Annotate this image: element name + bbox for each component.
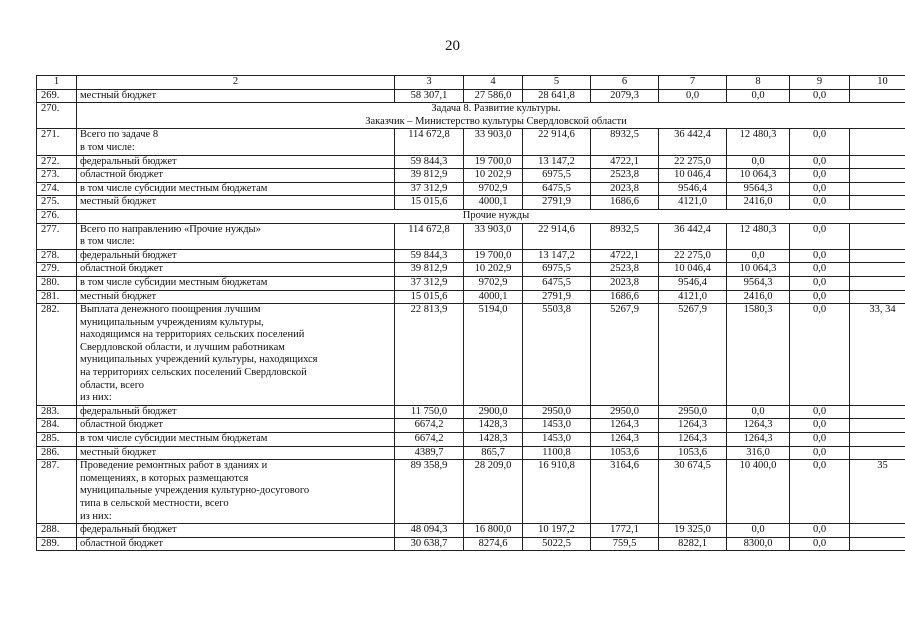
row-name bbox=[77, 223, 395, 249]
value-cell: 4000,1 bbox=[464, 196, 523, 210]
row-number: 283. bbox=[37, 405, 77, 419]
value-cell: 5194,0 bbox=[464, 304, 523, 406]
value-cell: 0,0 bbox=[727, 524, 790, 538]
value-cell: 10 046,4 bbox=[659, 263, 727, 277]
row-name bbox=[77, 460, 395, 524]
table-row bbox=[37, 537, 905, 551]
row-name: местный бюджет bbox=[77, 290, 395, 304]
value-cell: 1686,6 bbox=[591, 290, 659, 304]
row-name-line: области, всего bbox=[80, 379, 144, 391]
reference-cell: 33, 34 bbox=[850, 304, 905, 406]
value-cell: 2023,8 bbox=[591, 182, 659, 196]
value-cell: 8932,5 bbox=[591, 223, 659, 249]
reference-cell: 35 bbox=[850, 460, 905, 524]
value-cell: 13 147,2 bbox=[523, 155, 591, 169]
row-name-line: муниципальных учреждений культуры, находящихся bbox=[80, 354, 318, 366]
row-name: в том числе субсидии местным бюджетам bbox=[77, 276, 395, 290]
value-cell: 0,0 bbox=[790, 129, 850, 155]
row-name-line: на территориях сельских поселений Свердловской bbox=[80, 367, 307, 379]
value-cell: 37 312,9 bbox=[395, 276, 464, 290]
table-row bbox=[37, 290, 905, 304]
value-cell: 316,0 bbox=[727, 446, 790, 460]
value-cell: 0,0 bbox=[790, 196, 850, 210]
value-cell: 59 844,3 bbox=[395, 249, 464, 263]
row-number: 287. bbox=[37, 460, 77, 524]
row-number: 269. bbox=[37, 89, 77, 103]
value-cell: 0,0 bbox=[790, 433, 850, 447]
value-cell: 1264,3 bbox=[727, 433, 790, 447]
value-cell: 0,0 bbox=[790, 263, 850, 277]
header-cell: 1 bbox=[37, 76, 77, 90]
reference-cell bbox=[850, 537, 905, 551]
table-row bbox=[37, 223, 905, 249]
section-title bbox=[77, 103, 905, 129]
value-cell: 15 015,6 bbox=[395, 290, 464, 304]
value-cell: 16 800,0 bbox=[464, 524, 523, 538]
value-cell: 48 094,3 bbox=[395, 524, 464, 538]
value-cell: 89 358,9 bbox=[395, 460, 464, 524]
row-number: 275. bbox=[37, 196, 77, 210]
value-cell: 22 914,6 bbox=[523, 129, 591, 155]
row-number: 281. bbox=[37, 290, 77, 304]
value-cell: 36 442,4 bbox=[659, 223, 727, 249]
value-cell: 12 480,3 bbox=[727, 129, 790, 155]
row-name-line: в том числе: bbox=[80, 236, 135, 248]
value-cell: 2523,8 bbox=[591, 263, 659, 277]
row-number: 280. bbox=[37, 276, 77, 290]
row-name: федеральный бюджет bbox=[77, 249, 395, 263]
reference-cell bbox=[850, 249, 905, 263]
row-number: 271. bbox=[37, 129, 77, 155]
row-name-line: из них: bbox=[80, 510, 112, 522]
value-cell: 10 400,0 bbox=[727, 460, 790, 524]
header-cell: 8 bbox=[727, 76, 790, 90]
row-number: 279. bbox=[37, 263, 77, 277]
section-row bbox=[37, 209, 905, 223]
value-cell: 114 672,8 bbox=[395, 223, 464, 249]
reference-cell bbox=[850, 276, 905, 290]
value-cell: 0,0 bbox=[790, 537, 850, 551]
value-cell: 1053,6 bbox=[591, 446, 659, 460]
reference-cell bbox=[850, 129, 905, 155]
row-name-line: в том числе: bbox=[80, 141, 135, 153]
header-cell: 3 bbox=[395, 76, 464, 90]
value-cell: 11 750,0 bbox=[395, 405, 464, 419]
value-cell: 2900,0 bbox=[464, 405, 523, 419]
value-cell: 10 197,2 bbox=[523, 524, 591, 538]
value-cell: 39 812,9 bbox=[395, 263, 464, 277]
value-cell: 6975,5 bbox=[523, 263, 591, 277]
value-cell: 114 672,8 bbox=[395, 129, 464, 155]
value-cell: 10 046,4 bbox=[659, 169, 727, 183]
row-number: 285. bbox=[37, 433, 77, 447]
row-name: местный бюджет bbox=[77, 196, 395, 210]
value-cell: 1264,3 bbox=[591, 419, 659, 433]
value-cell: 1453,0 bbox=[523, 433, 591, 447]
value-cell: 1428,3 bbox=[464, 419, 523, 433]
table-row bbox=[37, 196, 905, 210]
reference-cell bbox=[850, 405, 905, 419]
value-cell: 39 812,9 bbox=[395, 169, 464, 183]
value-cell: 1453,0 bbox=[523, 419, 591, 433]
budget-table bbox=[36, 75, 905, 551]
reference-cell bbox=[850, 196, 905, 210]
value-cell: 0,0 bbox=[659, 89, 727, 103]
row-number: 274. bbox=[37, 182, 77, 196]
value-cell: 2523,8 bbox=[591, 169, 659, 183]
row-name: в том числе субсидии местным бюджетам bbox=[77, 433, 395, 447]
value-cell: 12 480,3 bbox=[727, 223, 790, 249]
reference-cell bbox=[850, 433, 905, 447]
section-title-line: Заказчик – Министерство культуры Свердловской области bbox=[365, 115, 627, 127]
value-cell: 22 813,9 bbox=[395, 304, 464, 406]
row-name-line: находящимся на территориях сельских поселений bbox=[80, 329, 305, 341]
value-cell: 5022,5 bbox=[523, 537, 591, 551]
value-cell: 0,0 bbox=[727, 155, 790, 169]
row-name-line: Выплата денежного поощрения лучшим bbox=[80, 304, 261, 316]
row-name: в том числе субсидии местным бюджетам bbox=[77, 182, 395, 196]
row-name-line: муниципальные учреждения культурно-досугового bbox=[80, 485, 310, 497]
value-cell: 5267,9 bbox=[591, 304, 659, 406]
header-row bbox=[37, 76, 905, 90]
section-title-line: Прочие нужды bbox=[462, 209, 530, 221]
row-name bbox=[77, 129, 395, 155]
value-cell: 0,0 bbox=[790, 460, 850, 524]
value-cell: 865,7 bbox=[464, 446, 523, 460]
row-name: областной бюджет bbox=[77, 419, 395, 433]
reference-cell bbox=[850, 155, 905, 169]
value-cell: 0,0 bbox=[727, 89, 790, 103]
table-row bbox=[37, 182, 905, 196]
table-row bbox=[37, 304, 905, 406]
header-cell: 10 bbox=[850, 76, 905, 90]
value-cell: 5503,8 bbox=[523, 304, 591, 406]
value-cell: 3164,6 bbox=[591, 460, 659, 524]
value-cell: 28 641,8 bbox=[523, 89, 591, 103]
row-number: 276. bbox=[37, 209, 77, 223]
reference-cell bbox=[850, 223, 905, 249]
table-row bbox=[37, 419, 905, 433]
value-cell: 0,0 bbox=[790, 419, 850, 433]
row-number: 273. bbox=[37, 169, 77, 183]
value-cell: 22 275,0 bbox=[659, 249, 727, 263]
value-cell: 0,0 bbox=[790, 155, 850, 169]
header-cell: 9 bbox=[790, 76, 850, 90]
value-cell: 9546,4 bbox=[659, 182, 727, 196]
page-number: 20 bbox=[445, 38, 460, 54]
value-cell: 4389,7 bbox=[395, 446, 464, 460]
table-row bbox=[37, 446, 905, 460]
value-cell: 0,0 bbox=[790, 182, 850, 196]
table-body bbox=[37, 76, 905, 551]
value-cell: 1264,3 bbox=[591, 433, 659, 447]
value-cell: 2950,0 bbox=[591, 405, 659, 419]
reference-cell bbox=[850, 89, 905, 103]
value-cell: 37 312,9 bbox=[395, 182, 464, 196]
value-cell: 1580,3 bbox=[727, 304, 790, 406]
value-cell: 6674,2 bbox=[395, 419, 464, 433]
row-name-line: муниципальным учреждениям культуры, bbox=[80, 316, 264, 328]
reference-cell bbox=[850, 182, 905, 196]
reference-cell bbox=[850, 419, 905, 433]
value-cell: 0,0 bbox=[727, 405, 790, 419]
header-cell: 7 bbox=[659, 76, 727, 90]
row-number: 272. bbox=[37, 155, 77, 169]
section-title bbox=[77, 209, 905, 223]
value-cell: 58 307,1 bbox=[395, 89, 464, 103]
value-cell: 9564,3 bbox=[727, 276, 790, 290]
table-row bbox=[37, 263, 905, 277]
value-cell: 8932,5 bbox=[591, 129, 659, 155]
reference-cell bbox=[850, 290, 905, 304]
value-cell: 5267,9 bbox=[659, 304, 727, 406]
value-cell: 2950,0 bbox=[523, 405, 591, 419]
value-cell: 33 903,0 bbox=[464, 129, 523, 155]
value-cell: 0,0 bbox=[790, 290, 850, 304]
value-cell: 2416,0 bbox=[727, 290, 790, 304]
row-name-line: Всего по направлению «Прочие нужды» bbox=[80, 223, 261, 235]
row-number: 270. bbox=[37, 103, 77, 129]
value-cell: 9702,9 bbox=[464, 276, 523, 290]
value-cell: 9564,3 bbox=[727, 182, 790, 196]
section-row bbox=[37, 103, 905, 129]
value-cell: 0,0 bbox=[790, 249, 850, 263]
reference-cell bbox=[850, 446, 905, 460]
value-cell: 16 910,8 bbox=[523, 460, 591, 524]
value-cell: 4000,1 bbox=[464, 290, 523, 304]
value-cell: 33 903,0 bbox=[464, 223, 523, 249]
value-cell: 1264,3 bbox=[659, 419, 727, 433]
value-cell: 10 202,9 bbox=[464, 169, 523, 183]
value-cell: 36 442,4 bbox=[659, 129, 727, 155]
reference-cell bbox=[850, 524, 905, 538]
row-name-line: Всего по задаче 8 bbox=[80, 129, 159, 141]
table-row bbox=[37, 249, 905, 263]
value-cell: 30 674,5 bbox=[659, 460, 727, 524]
reference-cell bbox=[850, 169, 905, 183]
value-cell: 759,5 bbox=[591, 537, 659, 551]
row-name: областной бюджет bbox=[77, 537, 395, 551]
row-number: 278. bbox=[37, 249, 77, 263]
value-cell: 6475,5 bbox=[523, 182, 591, 196]
row-name bbox=[77, 304, 395, 406]
header-cell: 2 bbox=[77, 76, 395, 90]
header-cell: 5 bbox=[523, 76, 591, 90]
value-cell: 1264,3 bbox=[727, 419, 790, 433]
value-cell: 1772,1 bbox=[591, 524, 659, 538]
row-name: местный бюджет bbox=[77, 89, 395, 103]
table-row bbox=[37, 169, 905, 183]
value-cell: 0,0 bbox=[790, 524, 850, 538]
value-cell: 22 275,0 bbox=[659, 155, 727, 169]
value-cell: 10 064,3 bbox=[727, 169, 790, 183]
row-number: 288. bbox=[37, 524, 77, 538]
table-row bbox=[37, 276, 905, 290]
value-cell: 0,0 bbox=[790, 169, 850, 183]
reference-cell bbox=[850, 263, 905, 277]
value-cell: 0,0 bbox=[790, 223, 850, 249]
row-number: 286. bbox=[37, 446, 77, 460]
table-row bbox=[37, 129, 905, 155]
row-number: 284. bbox=[37, 419, 77, 433]
value-cell: 9546,4 bbox=[659, 276, 727, 290]
value-cell: 22 914,6 bbox=[523, 223, 591, 249]
value-cell: 6674,2 bbox=[395, 433, 464, 447]
header-cell: 6 bbox=[591, 76, 659, 90]
value-cell: 2079,3 bbox=[591, 89, 659, 103]
table-row bbox=[37, 155, 905, 169]
row-name-line: из них: bbox=[80, 392, 112, 404]
value-cell: 8282,1 bbox=[659, 537, 727, 551]
value-cell: 10 202,9 bbox=[464, 263, 523, 277]
value-cell: 1053,6 bbox=[659, 446, 727, 460]
row-number: 277. bbox=[37, 223, 77, 249]
value-cell: 9702,9 bbox=[464, 182, 523, 196]
value-cell: 13 147,2 bbox=[523, 249, 591, 263]
table-row bbox=[37, 405, 905, 419]
value-cell: 4722,1 bbox=[591, 155, 659, 169]
table-row bbox=[37, 89, 905, 103]
value-cell: 0,0 bbox=[790, 89, 850, 103]
value-cell: 2791,9 bbox=[523, 290, 591, 304]
value-cell: 27 586,0 bbox=[464, 89, 523, 103]
row-name: федеральный бюджет bbox=[77, 405, 395, 419]
value-cell: 19 325,0 bbox=[659, 524, 727, 538]
value-cell: 0,0 bbox=[790, 405, 850, 419]
row-number: 282. bbox=[37, 304, 77, 406]
value-cell: 19 700,0 bbox=[464, 155, 523, 169]
value-cell: 4121,0 bbox=[659, 196, 727, 210]
value-cell: 4121,0 bbox=[659, 290, 727, 304]
value-cell: 0,0 bbox=[790, 446, 850, 460]
table-row bbox=[37, 524, 905, 538]
value-cell: 2791,9 bbox=[523, 196, 591, 210]
value-cell: 28 209,0 bbox=[464, 460, 523, 524]
row-name: федеральный бюджет bbox=[77, 155, 395, 169]
value-cell: 8274,6 bbox=[464, 537, 523, 551]
table-row bbox=[37, 433, 905, 447]
value-cell: 1428,3 bbox=[464, 433, 523, 447]
value-cell: 0,0 bbox=[790, 304, 850, 406]
section-title-line: Задача 8. Развитие культуры. bbox=[431, 103, 561, 115]
value-cell: 10 064,3 bbox=[727, 263, 790, 277]
value-cell: 1264,3 bbox=[659, 433, 727, 447]
value-cell: 6475,5 bbox=[523, 276, 591, 290]
value-cell: 6975,5 bbox=[523, 169, 591, 183]
row-name-line: Проведение ремонтных работ в зданиях и bbox=[80, 460, 268, 472]
value-cell: 19 700,0 bbox=[464, 249, 523, 263]
value-cell: 0,0 bbox=[790, 276, 850, 290]
row-name: местный бюджет bbox=[77, 446, 395, 460]
header-cell: 4 bbox=[464, 76, 523, 90]
value-cell: 2023,8 bbox=[591, 276, 659, 290]
value-cell: 30 638,7 bbox=[395, 537, 464, 551]
row-name-line: Свердловской области, и лучшим работникам bbox=[80, 341, 285, 353]
row-name: областной бюджет bbox=[77, 263, 395, 277]
value-cell: 59 844,3 bbox=[395, 155, 464, 169]
row-name: областной бюджет bbox=[77, 169, 395, 183]
value-cell: 2416,0 bbox=[727, 196, 790, 210]
value-cell: 8300,0 bbox=[727, 537, 790, 551]
value-cell: 1686,6 bbox=[591, 196, 659, 210]
value-cell: 1100,8 bbox=[523, 446, 591, 460]
row-number: 289. bbox=[37, 537, 77, 551]
value-cell: 15 015,6 bbox=[395, 196, 464, 210]
value-cell: 0,0 bbox=[727, 249, 790, 263]
row-name-line: типа в сельской местности, всего bbox=[80, 498, 229, 509]
table-row bbox=[37, 460, 905, 524]
row-name-line: помещениях, в которых размещаются bbox=[80, 472, 249, 484]
value-cell: 2950,0 bbox=[659, 405, 727, 419]
row-name: федеральный бюджет bbox=[77, 524, 395, 538]
value-cell: 4722,1 bbox=[591, 249, 659, 263]
